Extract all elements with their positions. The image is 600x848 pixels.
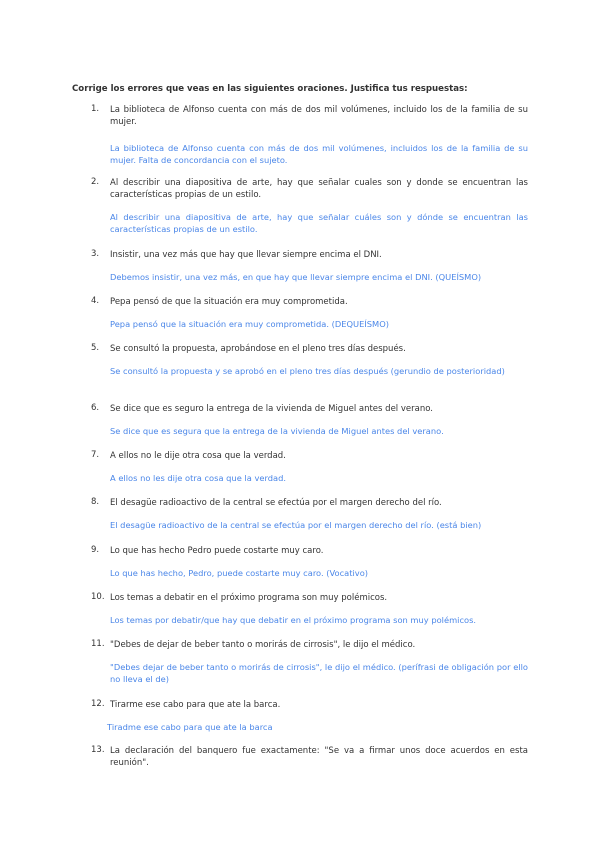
item-answer: Se dice que es segura que la entrega de la vivienda de Miguel antes del verano. — [110, 426, 444, 436]
item-answer: El desagüe radioactivo de la central se efectúa por el margen derecho del río. (está bien) — [110, 520, 482, 530]
item-answer: Los temas por debatir/que hay que debatir en el próximo programa son muy polémicos. — [110, 615, 477, 625]
item-question: "Debes de dejar de beber tanto o morirás de cirrosis", le dijo el médico. — [110, 640, 416, 650]
item-answer: Se consultó la propuesta y se aprobó en el pleno tres días después (gerundio de posterioridad) — [110, 366, 505, 376]
item-answer: Pepa pensó que la situación era muy comprometida. (DEQUEÍSMO) — [110, 319, 389, 329]
item-answer: A ellos no les dije otra cosa que la verdad. — [110, 473, 286, 483]
item-number: 1. — [91, 104, 100, 114]
item-answer: "Debes dejar de beber tanto o morirás de cirrosis", le dijo el médico. (perífrasi de obligación por ello no lleva el de) — [110, 662, 528, 684]
item-number: 9. — [91, 545, 100, 555]
item-question: La biblioteca de Alfonso cuenta con más de dos mil volúmenes, incluido los de la familia de su mujer. — [110, 105, 528, 127]
item-number: 4. — [91, 296, 100, 306]
item-answer: Tiradme ese cabo para que ate la barca — [107, 722, 273, 732]
item-number: 11. — [91, 639, 105, 649]
item-question: Se consultó la propuesta, aprobándose en el pleno tres días después. — [110, 344, 406, 354]
item-number: 5. — [91, 343, 100, 353]
item-question: Al describir una diapositiva de arte, hay que señalar cuales son y donde se encuentran las características propias de un estilo. — [110, 178, 528, 200]
item-number: 3. — [91, 249, 100, 259]
item-question: La declaración del banquero fue exactamente: "Se va a firmar unos doce acuerdos en esta reunión". — [110, 746, 528, 768]
instructions-heading: Corrige los errores que veas en las siguientes oraciones. Justifica tus respuestas: — [72, 84, 468, 94]
item-answer: Lo que has hecho, Pedro, puede costarte muy caro. (Vocativo) — [110, 568, 369, 578]
item-number: 6. — [91, 403, 100, 413]
item-number: 12. — [91, 699, 105, 709]
item-number: 7. — [91, 450, 100, 460]
item-question: Pepa pensó de que la situación era muy comprometida. — [110, 297, 348, 307]
item-number: 13. — [91, 745, 105, 755]
item-question: Los temas a debatir en el próximo programa son muy polémicos. — [110, 593, 388, 603]
item-question: Lo que has hecho Pedro puede costarte muy caro. — [110, 546, 324, 556]
item-question: A ellos no le dije otra cosa que la verdad. — [110, 451, 286, 461]
item-answer: Debemos insistir, una vez más, en que hay que llevar siempre encima el DNI. (QUEÍSMO) — [110, 272, 482, 282]
item-question: Se dice que es seguro la entrega de la vivienda de Miguel antes del verano. — [110, 404, 433, 414]
item-number: 2. — [91, 177, 100, 187]
item-question: El desagüe radioactivo de la central se efectúa por el margen derecho del río. — [110, 498, 442, 508]
item-number: 10. — [91, 592, 105, 602]
item-number: 8. — [91, 497, 100, 507]
item-question: Insistir, una vez más que hay que llevar siempre encima el DNI. — [110, 250, 382, 260]
item-question: Tirarme ese cabo para que ate la barca. — [110, 700, 281, 710]
item-answer: Al describir una diapositiva de arte, hay que señalar cuáles son y dónde se encuentran las características propias de un estilo. — [110, 212, 528, 234]
item-answer: La biblioteca de Alfonso cuenta con más de dos mil volúmenes, incluidos los de la familia de su mujer. Falta de concordancia con el sujeto. — [110, 143, 528, 165]
